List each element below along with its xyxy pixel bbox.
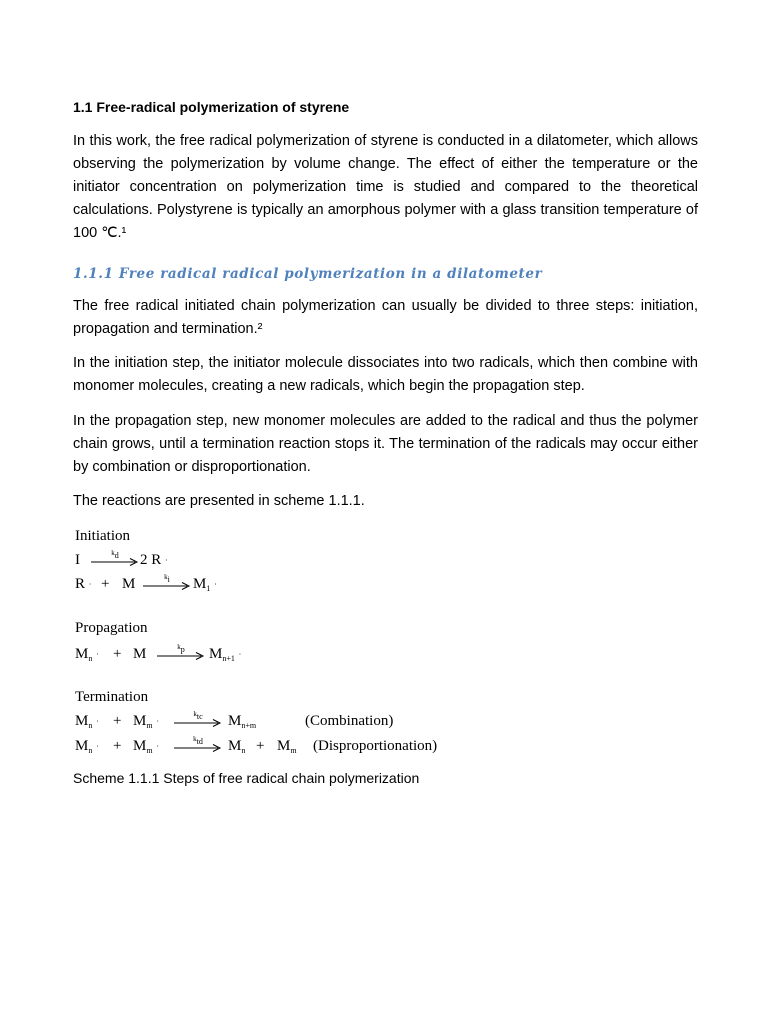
- eq1-rate-constant: kd: [111, 549, 119, 560]
- eq1-reactant: I: [75, 552, 80, 568]
- scheme-caption: Scheme 1.1.1 Steps of free radical chain polymerization: [73, 770, 420, 786]
- eq4-radical-n: $M_n$ ·: [75, 713, 99, 730]
- intro-paragraph: In this work, the free radical polymerization of styrene is conducted in a dilatometer, which allows observing the polymerization by volume change. The effect of either the temperature or the initiator concentration on polymerization time is studied and compared to the theoretical calculations. Polystyrene is typically an amorphous polymer with a glass transition temperature of 100 ℃.¹: [73, 133, 698, 241]
- section-title: 1.1 Free-radical polymerization of styrene: [73, 99, 350, 115]
- eq4-radical-m: $M_m$ ·: [133, 713, 159, 730]
- paragraph-reactions: The reactions are presented in scheme 1.1.1.: [73, 493, 365, 509]
- termination-label: Termination: [75, 689, 149, 705]
- eq4-rate-constant: ktc: [193, 710, 203, 721]
- paragraph-steps: The free radical initiated chain polymerization can usually be divided to three steps: initiation, propagation and termination.²: [73, 298, 698, 337]
- eq5-product-n: $M_n$: [228, 738, 246, 755]
- eq3-product: $M_{n+1}$ ·: [209, 646, 242, 663]
- eq2-radical: R ·: [75, 576, 92, 592]
- eq5-note: (Disproportionation): [313, 738, 438, 754]
- eq4-arrow: [174, 710, 222, 733]
- eq5-radical-n: $M_n$ ·: [75, 738, 99, 755]
- paragraph-propagation: In the propagation step, new monomer molecules are added to the radical and thus the polymer chain grows, until a termination reaction stops it. The termination of the radicals may occur either by combination or disproportionation.: [73, 413, 698, 475]
- eq3-rate-constant: kp: [177, 643, 185, 654]
- eq4-plus: +: [113, 713, 122, 729]
- eq1-product: 2 R ·: [140, 552, 168, 568]
- initiation-label: Initiation: [75, 528, 130, 544]
- eq3-plus: +: [113, 646, 122, 662]
- eq2-rate-constant: ki: [164, 573, 170, 584]
- eq3-arrow: [157, 643, 205, 666]
- eq4-note: (Combination): [305, 713, 394, 729]
- eq5-plus-2: +: [256, 738, 265, 754]
- eq1-arrow: [91, 549, 139, 572]
- eq3-monomer: M: [133, 646, 147, 662]
- eq5-rate-constant: ktd: [193, 735, 203, 746]
- subsection-title: 1.1.1 Free radical radical polymerization in a dilatometer: [73, 266, 543, 282]
- eq2-product: $M_1$ ·: [193, 576, 217, 593]
- eq2-monomer: M: [122, 576, 136, 592]
- paragraph-initiation: In the initiation step, the initiator molecule dissociates into two radicals, which then combine with monomer molecules, creating a new radicals, which begin the propagation step.: [73, 355, 698, 394]
- eq3-chain-radical: $M_n$ ·: [75, 646, 99, 663]
- eq5-arrow: [174, 735, 222, 758]
- eq5-product-m: $M_m$: [277, 738, 297, 755]
- eq2-arrow: [143, 573, 191, 596]
- propagation-label: Propagation: [75, 620, 148, 636]
- eq2-plus: +: [101, 576, 110, 592]
- eq5-plus: +: [113, 738, 122, 754]
- eq5-radical-m: $M_m$ ·: [133, 738, 159, 755]
- eq4-product: $M_{n+m}$: [228, 713, 257, 730]
